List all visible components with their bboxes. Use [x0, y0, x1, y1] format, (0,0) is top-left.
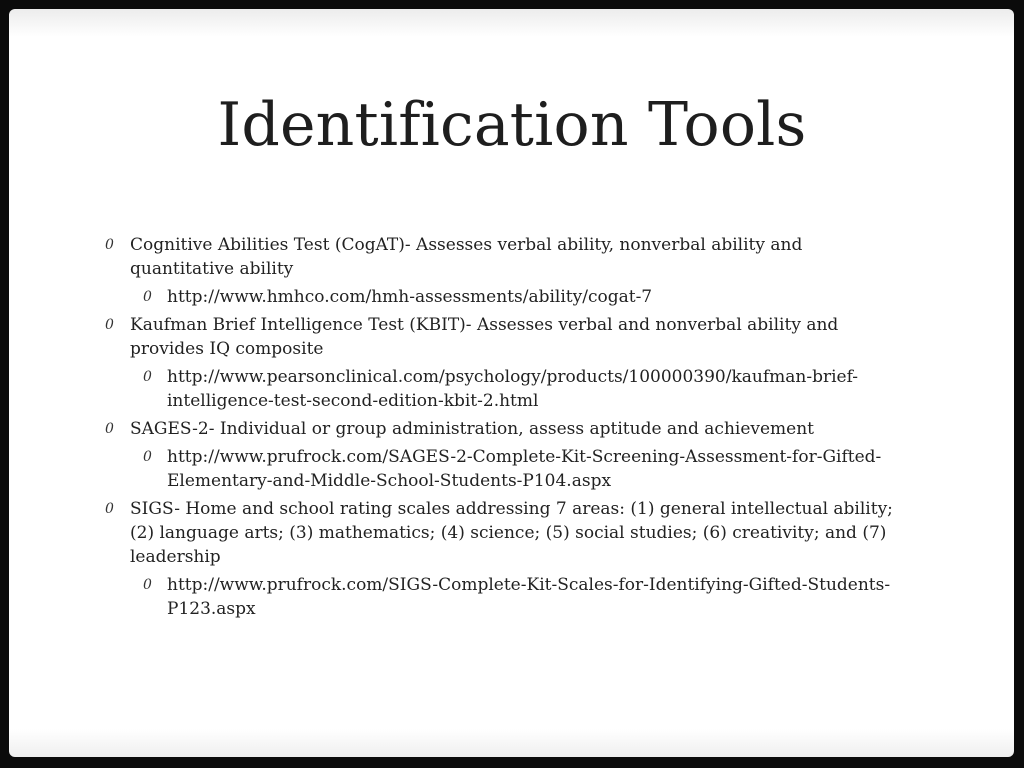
bullet-text: SAGES-2- Individual or group administration, assess aptitude and achievement — [130, 419, 815, 439]
sub-bullet-link-sigs[interactable] — [143, 573, 897, 621]
bullet-item-cogat — [105, 233, 905, 281]
sub-bullet-marker-icon: 0 — [143, 369, 152, 385]
link-url[interactable]: http://www.pearsonclinical.com/psychology/products/100000390/kaufman-brief-intelligence-test-second-edition-kbit-2.html — [167, 367, 859, 411]
bullet-item-sages — [105, 417, 905, 441]
bullet-item-sigs — [105, 497, 905, 569]
link-url[interactable]: http://www.hmhco.com/hmh-assessments/ability/cogat-7 — [167, 287, 653, 307]
link-url[interactable]: http://www.prufrock.com/SAGES-2-Complete-Kit-Screening-Assessment-for-Gifted-Elementary-and-Middle-School-Students-P104.aspx — [167, 447, 882, 491]
bullet-list — [0, 233, 1024, 625]
slide-title: Identification Tools — [217, 90, 807, 160]
bullet-marker-icon: 0 — [105, 501, 114, 517]
sub-bullet-marker-icon: 0 — [143, 289, 152, 305]
bullet-text: Kaufman Brief Intelligence Test (KBIT)- Assesses verbal and nonverbal ability and provides IQ composite — [130, 315, 839, 359]
sub-bullet-link-cogat[interactable] — [143, 285, 897, 309]
bullet-text: Cognitive Abilities Test (CogAT)- Assesses verbal ability, nonverbal ability and quantitative ability — [130, 235, 803, 279]
bullet-text: SIGS- Home and school rating scales addressing 7 areas: (1) general intellectual ability; (2) language arts; (3) mathematics; (4) science; (5) social studies; (6) creativity; and (7) leadership — [130, 499, 893, 567]
bullet-marker-icon: 0 — [105, 237, 114, 253]
sub-bullet-link-kbit[interactable] — [143, 365, 897, 413]
link-url[interactable]: http://www.prufrock.com/SIGS-Complete-Kit-Scales-for-Identifying-Gifted-Students-P123.aspx — [167, 575, 891, 619]
bullet-item-kbit — [105, 313, 905, 361]
bullet-marker-icon: 0 — [105, 317, 114, 333]
sub-bullet-marker-icon: 0 — [143, 449, 152, 465]
bullet-marker-icon: 0 — [105, 421, 114, 437]
sub-bullet-link-sages[interactable] — [143, 445, 897, 493]
sub-bullet-marker-icon: 0 — [143, 577, 152, 593]
